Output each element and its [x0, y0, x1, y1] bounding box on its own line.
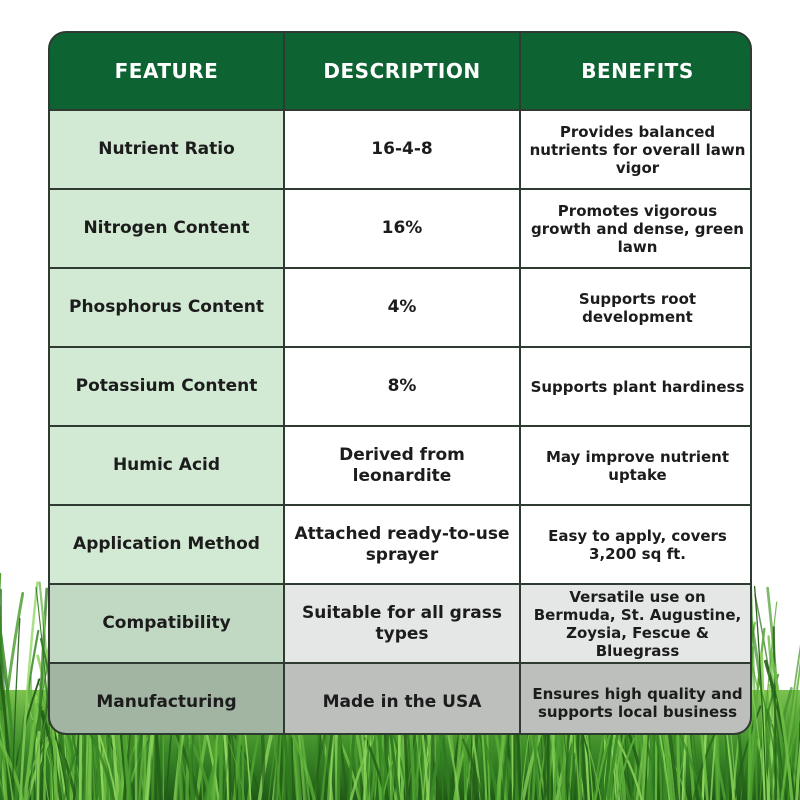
description-cell: 8% [285, 348, 519, 425]
feature-cell: Potassium Content [50, 348, 283, 425]
grass-blade [38, 732, 39, 800]
benefits-cell: Easy to apply, covers 3,200 sq ft. [521, 506, 752, 583]
benefits-cell: Ensures high quality and supports local business [521, 664, 752, 735]
description-cell: 16-4-8 [285, 111, 519, 188]
description-cell: Attached ready-to-use sprayer [285, 506, 519, 583]
benefits-cell: Supports root development [521, 269, 752, 346]
benefits-cell: Provides balanced nutrients for overall lawn vigor [521, 111, 752, 188]
header-benefits: BENEFITS [521, 33, 752, 109]
benefits-cell: May improve nutrient uptake [521, 427, 752, 504]
feature-cell: Application Method [50, 506, 283, 583]
feature-cell: Phosphorus Content [50, 269, 283, 346]
description-cell: Suitable for all grass types [285, 585, 519, 662]
header-description: DESCRIPTION [285, 33, 519, 109]
feature-cell: Manufacturing [50, 664, 283, 735]
benefits-cell: Versatile use on Bermuda, St. Augustine, Zoysia, Fescue & Bluegrass [521, 585, 752, 662]
feature-cell: Nutrient Ratio [50, 111, 283, 188]
description-cell: 4% [285, 269, 519, 346]
benefits-cell: Promotes vigorous growth and dense, green lawn [521, 190, 752, 267]
header-feature: FEATURE [50, 33, 283, 109]
feature-cell: Humic Acid [50, 427, 283, 504]
description-cell: 16% [285, 190, 519, 267]
feature-cell: Nitrogen Content [50, 190, 283, 267]
benefits-cell: Supports plant hardiness [521, 348, 752, 425]
feature-table [48, 31, 752, 735]
feature-cell: Compatibility [50, 585, 283, 662]
description-cell: Made in the USA [285, 664, 519, 735]
grass-blade [45, 687, 46, 800]
description-cell: Derived from leonardite [285, 427, 519, 504]
